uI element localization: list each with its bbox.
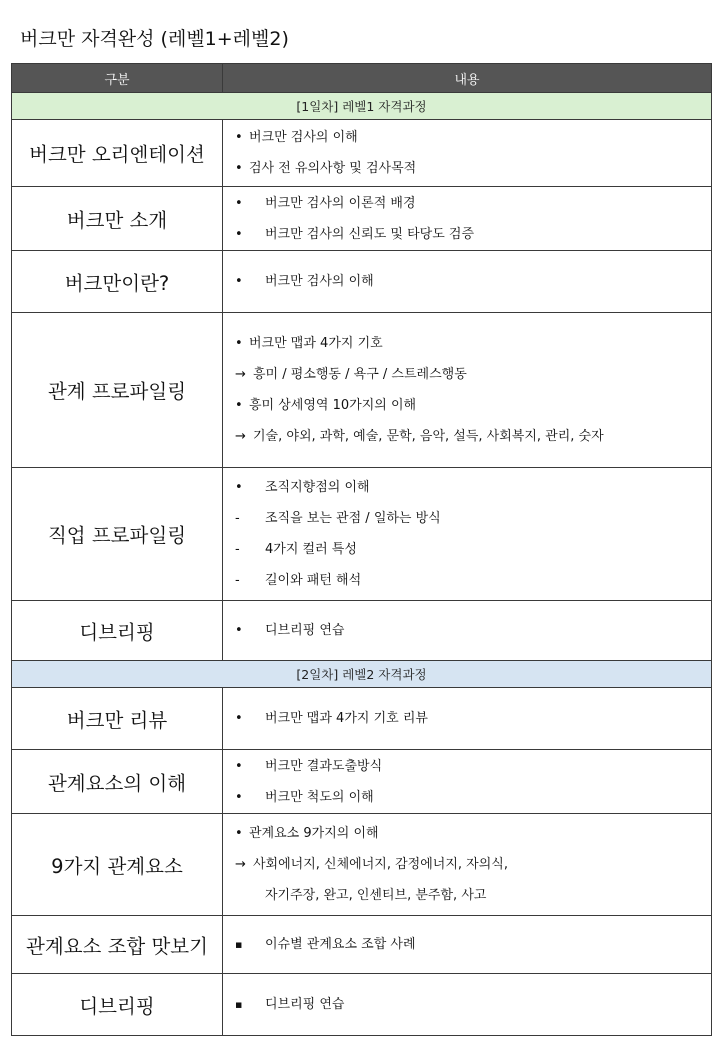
bullet-dash: - — [235, 573, 240, 588]
content-line: 길이와 패턴 해석 — [265, 573, 362, 588]
row-content — [223, 750, 712, 814]
content-line: 버크만 검사의 신뢰도 및 타당도 검증 — [265, 226, 475, 242]
content-line: 버크만 검사의 이해 — [249, 130, 358, 145]
content-line: 디브리핑 연습 — [265, 997, 345, 1012]
content-line: 버크만 검사의 이론적 배경 — [265, 195, 416, 211]
document-title: 버크만 자격완성 (레벨1+레벨2) — [20, 28, 289, 50]
content-line: 흥미 상세영역 10가지의 이해 — [249, 398, 417, 413]
bullet-dot: • — [235, 711, 243, 726]
row-content — [223, 313, 712, 468]
table-row — [12, 750, 712, 814]
arrow-icon: → — [235, 429, 246, 444]
row-content — [223, 688, 712, 750]
content-line: 이슈별 관계요소 조합 사례 — [265, 937, 416, 952]
content-line: 자기주장, 완고, 인센티브, 분주함, 사고 — [265, 888, 487, 903]
bullet-square: ▪ — [235, 998, 243, 1011]
content-line: 버크만 검사의 이해 — [265, 274, 374, 289]
table-row — [12, 974, 712, 1036]
row-content — [223, 251, 712, 313]
header-category: 구분 — [12, 64, 223, 93]
table-row — [12, 916, 712, 974]
row-content — [223, 916, 712, 974]
content-line: 4가지 컬러 특성 — [265, 542, 357, 557]
bullet-dot: • — [235, 623, 243, 638]
bullet-dot: • — [235, 130, 243, 145]
bullet-dot: • — [235, 161, 243, 176]
row-content — [223, 120, 712, 187]
day1-label: [1일차] 레벨1 자격과정 — [12, 93, 712, 120]
row-name: 관계요소의 이해 — [12, 750, 223, 814]
curriculum-table — [11, 63, 712, 1036]
row-content — [223, 974, 712, 1036]
content-line: 관계요소 9가지의 이해 — [249, 826, 379, 841]
arrow-icon: → — [235, 367, 246, 382]
day1-section-row — [12, 93, 712, 120]
bullet-square: ▪ — [235, 938, 243, 951]
table-header-row — [12, 64, 712, 93]
bullet-dot: • — [235, 480, 243, 495]
table-row — [12, 251, 712, 313]
table-row — [12, 601, 712, 661]
row-name: 직업 프로파일링 — [12, 468, 223, 601]
day2-label: [2일차] 레벨2 자격과정 — [12, 661, 712, 688]
bullet-dot: • — [235, 789, 243, 805]
bullet-dot: • — [235, 274, 243, 289]
row-content — [223, 187, 712, 251]
bullet-dot: • — [235, 758, 243, 774]
table-row — [12, 313, 712, 468]
content-line: 사회에너지, 신체에너지, 감정에너지, 자의식, — [253, 857, 508, 872]
bullet-dash: - — [235, 542, 240, 557]
table-row — [12, 688, 712, 750]
content-line: 버크만 척도의 이해 — [265, 789, 374, 805]
table-row — [12, 814, 712, 916]
row-name: 디브리핑 — [12, 601, 223, 661]
table-row — [12, 187, 712, 251]
bullet-dash: - — [235, 511, 240, 526]
bullet-dot: • — [235, 398, 243, 413]
content-line: 디브리핑 연습 — [265, 623, 345, 638]
row-content — [223, 601, 712, 661]
row-name: 디브리핑 — [12, 974, 223, 1036]
table-row — [12, 468, 712, 601]
content-line: 조직지향점의 이해 — [265, 480, 370, 495]
bullet-dot: • — [235, 195, 243, 211]
content-line: 버크만 맵과 4가지 기호 리뷰 — [265, 711, 428, 726]
row-name: 버크만이란? — [12, 251, 223, 313]
content-line: 조직을 보는 관점 / 일하는 방식 — [265, 511, 441, 526]
content-line: 흥미 / 평소행동 / 욕구 / 스트레스행동 — [253, 367, 467, 382]
row-name: 9가지 관계요소 — [12, 814, 223, 916]
content-line: 버크만 맵과 4가지 기호 — [249, 336, 383, 351]
row-name: 버크만 리뷰 — [12, 688, 223, 750]
row-content — [223, 468, 712, 601]
row-name: 버크만 소개 — [12, 187, 223, 251]
bullet-dot: • — [235, 336, 243, 351]
content-line: 버크만 결과도출방식 — [265, 758, 383, 774]
row-name: 관계 프로파일링 — [12, 313, 223, 468]
bullet-dot: • — [235, 826, 243, 841]
row-name: 버크만 오리엔테이션 — [12, 120, 223, 187]
content-line: 기술, 야외, 과학, 예술, 문학, 음악, 설득, 사회복지, 관리, 숫자 — [253, 429, 604, 444]
day2-section-row — [12, 661, 712, 688]
content-line: 검사 전 유의사항 및 검사목적 — [249, 161, 417, 176]
row-content — [223, 814, 712, 916]
row-name: 관계요소 조합 맛보기 — [12, 916, 223, 974]
bullet-dot: • — [235, 226, 243, 242]
arrow-icon: → — [235, 857, 246, 872]
header-content: 내용 — [223, 64, 712, 93]
table-row — [12, 120, 712, 187]
